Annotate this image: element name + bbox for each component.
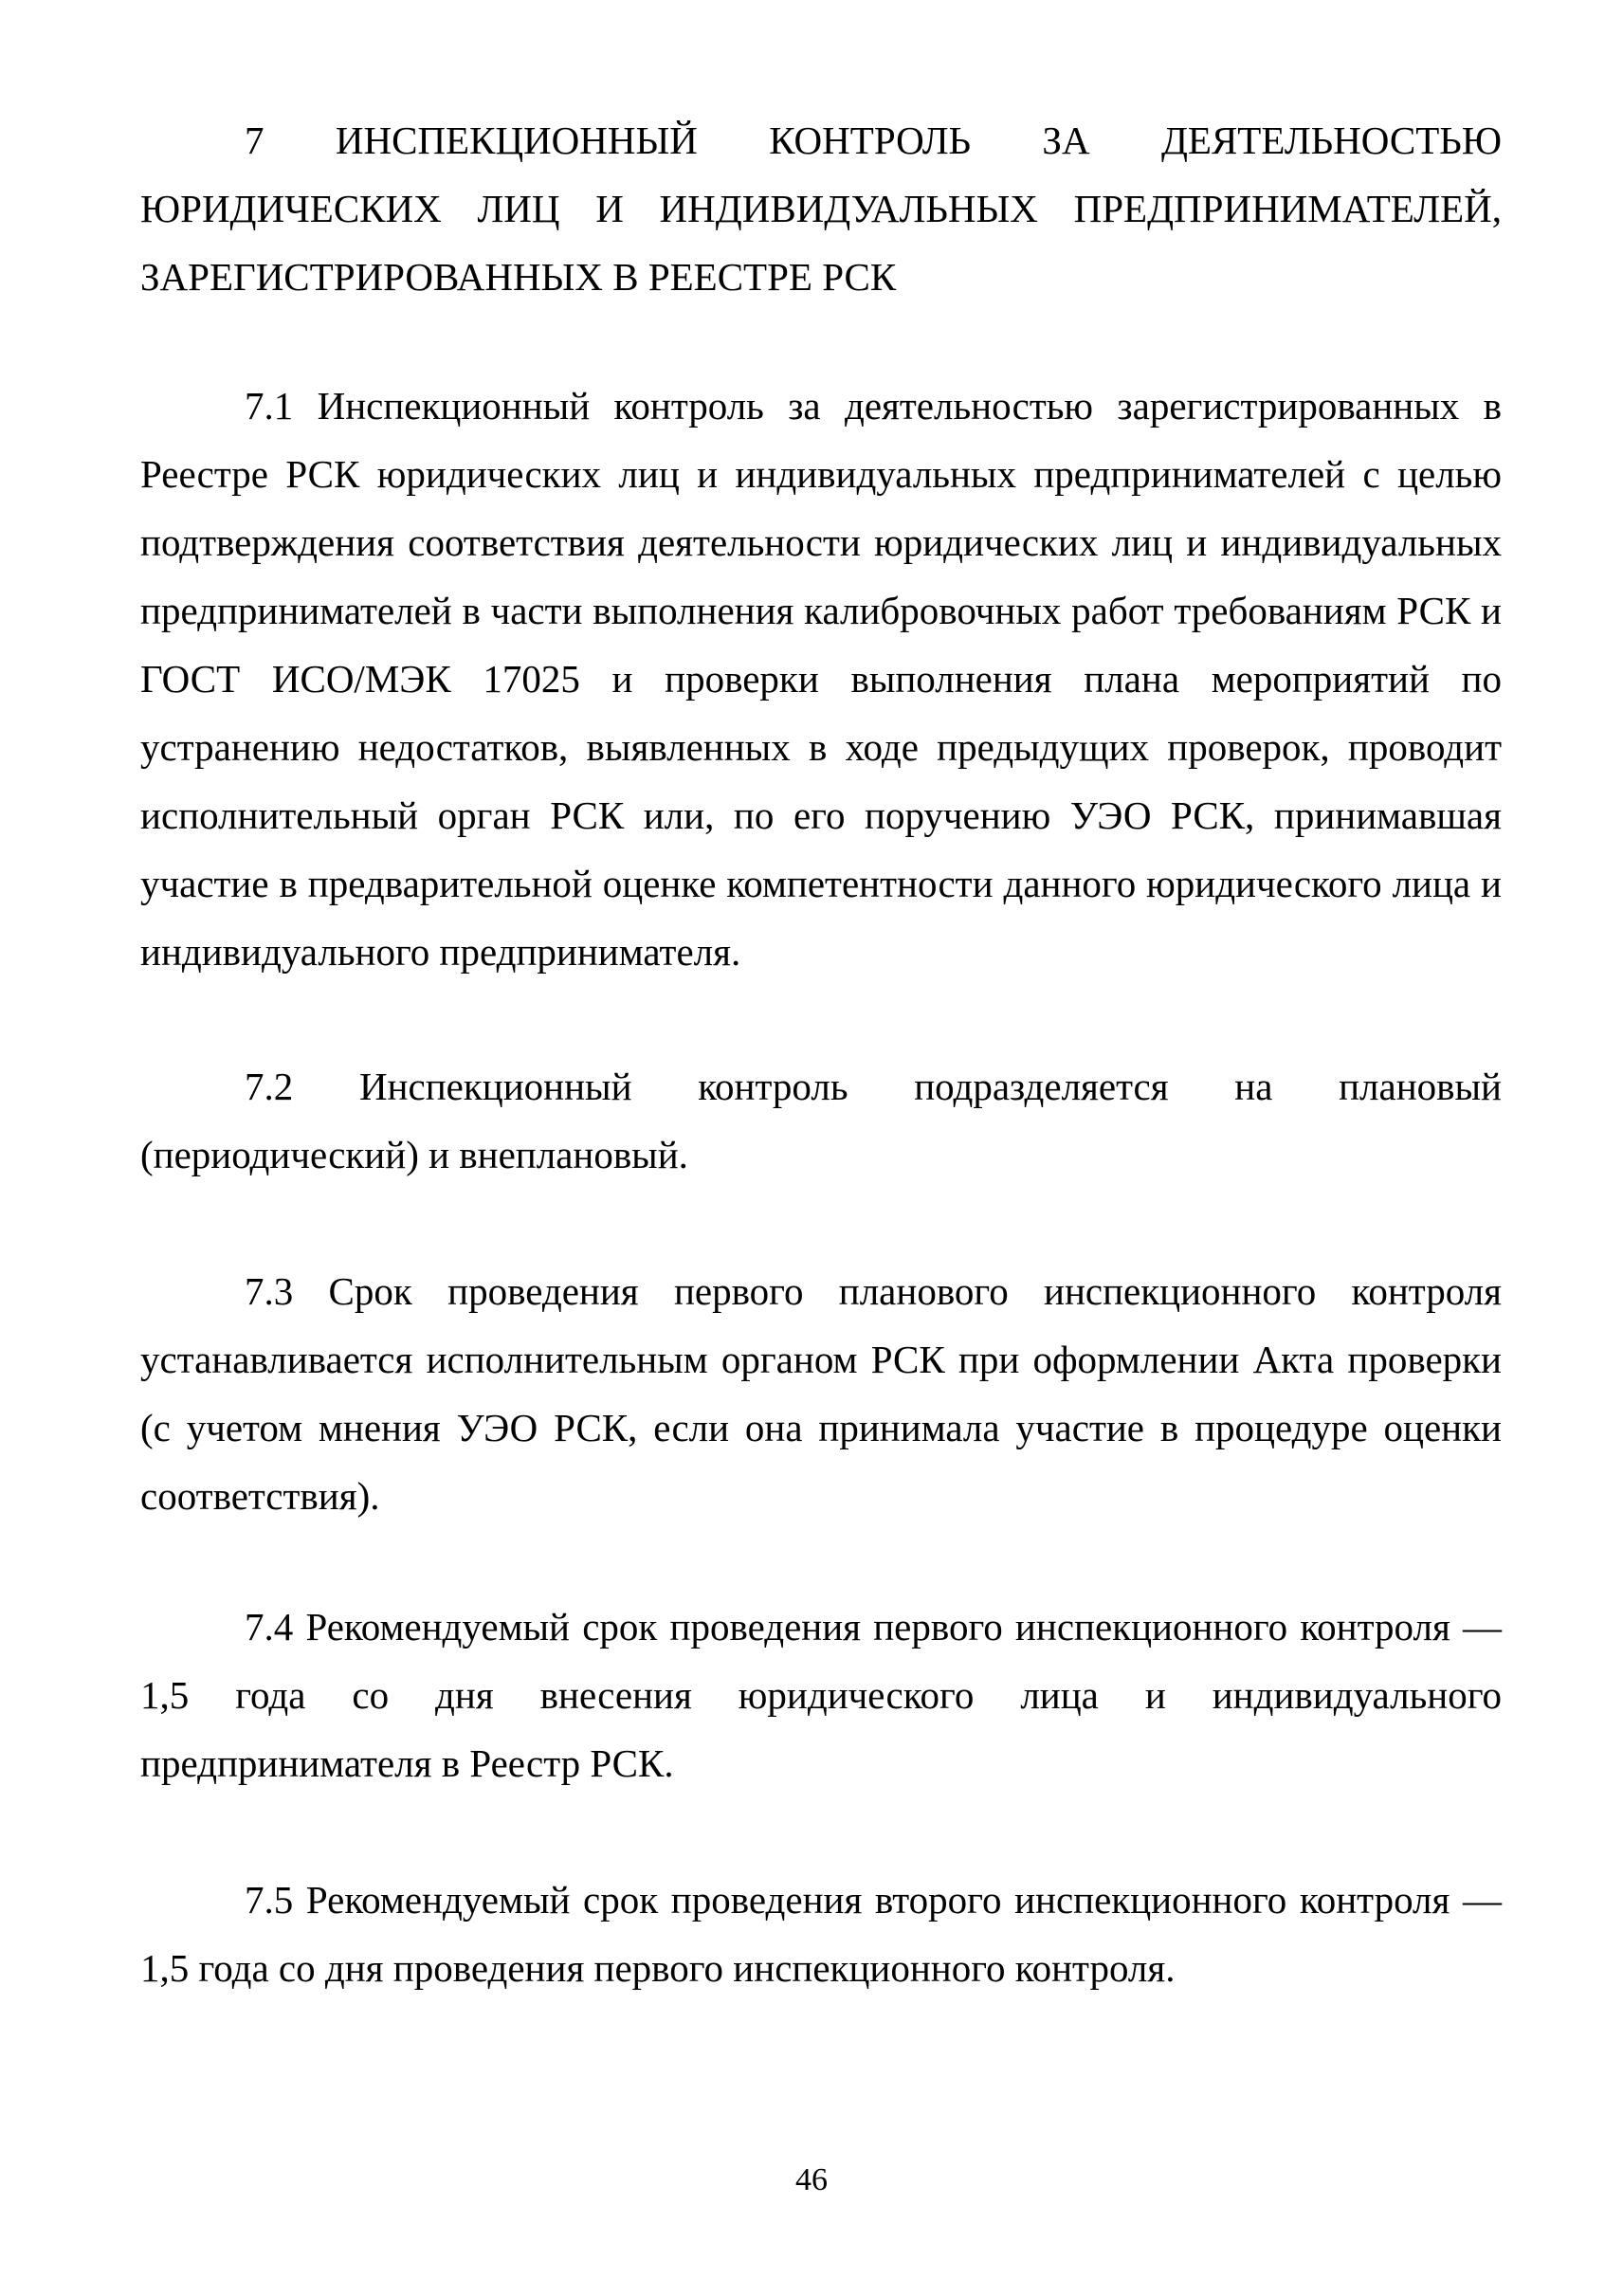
paragraph-7-5: 7.5 Рекомендуемый срок проведения второго инспекционного контроля — 1,5 года со дня проведения первого инспекционного контроля.	[140, 1878, 1502, 1990]
paragraph-7-4: 7.4 Рекомендуемый срок проведения первого инспекционного контроля — 1,5 года со дня внесения юридического лица и индивидуального предпринимателя в Реестр РСК.	[140, 1605, 1502, 1785]
page-content	[140, 106, 1502, 1990]
paragraph-7-1: 7.1 Инспекционный контроль за деятельностью зарегистрированных в Реестре РСК юридических лиц и индивидуальных предпринимателей с целью подтверждения соответствия деятельности юридических лиц и индивидуальных предпринимателей в части выполнения калибровочных работ требованиям РСК и ГОСТ ИСО/МЭК 17025 и проверки выполнения плана мероприятий по устранению недостатков, выявленных в ходе предыдущих проверок, проводит исполнительный орган РСК или, по его поручению УЭО РСК, принимавшая участие в предварительной оценке компетентности данного юридического лица и индивидуального предпринимателя.	[140, 384, 1502, 974]
paragraph-7-3: 7.3 Срок проведения первого планового инспекционного контроля устанавливается исполнительным органом РСК при оформлении Акта проверки (с учетом мнения УЭО РСК, если она принимала участие в процедуре оценки соответствия).	[140, 1269, 1502, 1518]
section-heading: 7 ИНСПЕКЦИОННЫЙ КОНТРОЛЬ ЗА ДЕЯТЕЛЬНОСТЬЮ ЮРИДИЧЕСКИХ ЛИЦ И ИНДИВИДУАЛЬНЫХ ПРЕДПРИНИМАТЕЛЕЙ, ЗАРЕГИСТРИРОВАННЫХ В РЕЕСТРЕ РСК	[140, 118, 1502, 299]
paragraph-7-2: 7.2 Инспекционный контроль подразделяется на плановый (периодический) и внеплановый.	[140, 1065, 1502, 1176]
page-number: 46	[795, 2162, 828, 2197]
